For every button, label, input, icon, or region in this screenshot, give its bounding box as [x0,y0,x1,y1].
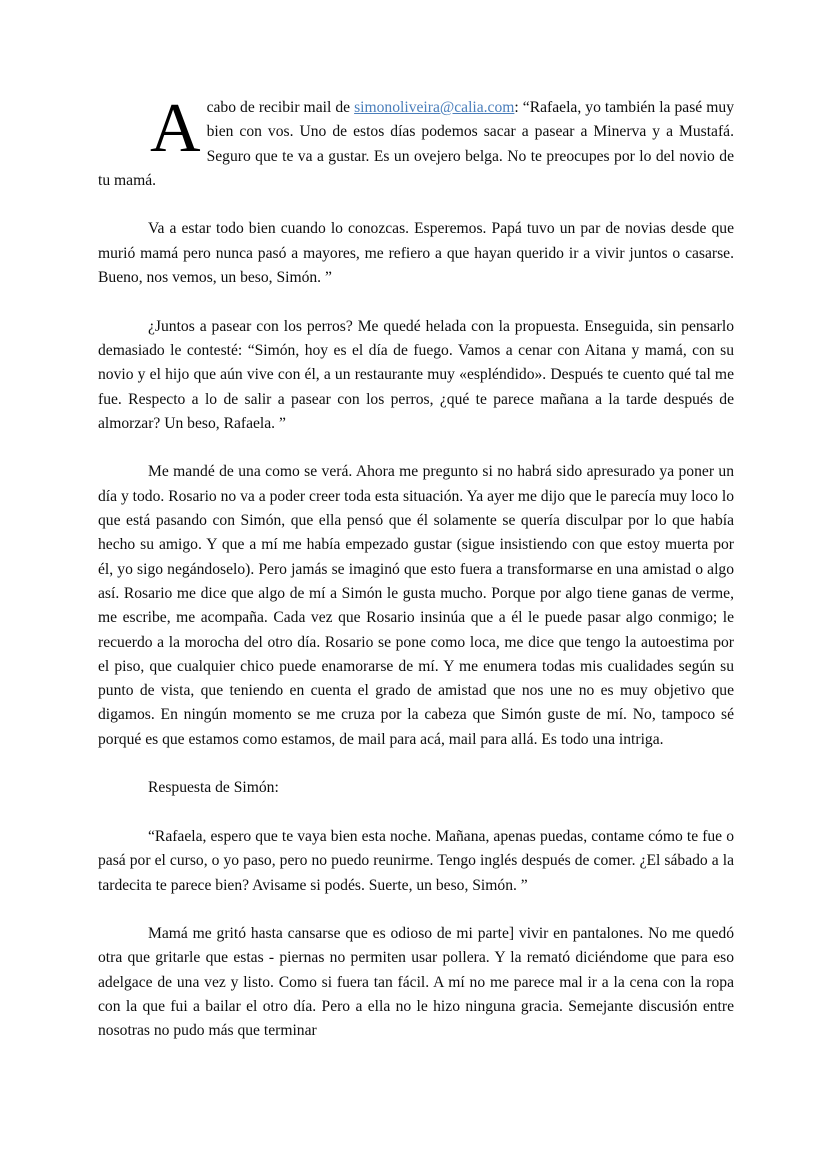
paragraph-4: Me mandé de una como se verá. Ahora me pregunto si no habrá sido apresurado ya poner un día y todo. Rosario no va a poder creer toda esta situación. Ya ayer me dijo que le parecía muy loco lo que está pasando con Simón, que ella pensó que él solamente se quería disculpar por lo que había hecho su amigo. Y que a mí me había empezado gustar (sigue insistiendo con que estoy muerta por él, yo sigo negándoselo). Pero jamás se imaginó que esto fuera a transformarse en una amistad o algo así. Rosario me dice que algo de mí a Simón le gusta mucho. Porque por algo tiene ganas de verme, me escribe, me acompaña. Cada vez que Rosario insinúa que a él le puede pasar algo conmigo; le recuerdo a la morocha del otro día. Rosario se pone como loca, me dice que tengo la autoestima por el piso, que cualquier chico puede enamorarse de mí. Y me enumera todas mis cualidades según su punto de vista, que teniendo en cuenta el grado de amistad que nos une no es muy objetivo que digamos. En ningún momento se me cruza por la cabeza que Simón guste de mí. No, tampoco sé porqué es que estamos como estamos, de mail para acá, mail para allá. Es todo una intriga. [98,463,734,748]
text-column [98,90,734,1044]
paragraph-opening-text-after-link: : “Rafaela, yo también la pasé muy bien con vos. Uno de estos días podemos sacar a pasear a Minerva y a Mustafá. Seguro que te va a gustar. Es un ovejero belga. No te preocupes por lo del novio de tu mamá. [98,99,734,189]
paragraph-3: ¿Juntos a pasear con los perros? Me quedé helada con la propuesta. Enseguida, sin pensarlo demasiado le contesté: “Simón, hoy es el día de fuego. Vamos a cenar con Aitana y mamá, con su novio y el hijo que aún vive con él, a un restaurante muy «espléndido». Después te cuento qué tal me fue. Respecto a lo de salir a pasear con los perros, ¿qué te parece mañana a la tarde después de almorzar? Un beso, Rafaela. ” [98,317,734,432]
paragraph-2: Va a estar todo bien cuando lo conozcas. Esperemos. Papá tuvo un par de novias desde que murió mamá pero nunca pasó a mayores, me refiero a que hayan querido ir a vivir juntos o casarse. Bueno, nos vemos, un beso, Simón. ” [98,220,734,287]
paragraph-6: “Rafaela, espero que te vaya bien esta noche. Mañana, apenas puedas, contame cómo te fue o pasá por el curso, o yo paso, pero no puedo reunirme. Tengo inglés después de comer. ¿El sábado a la tardecita te parece bien? Avisame si podés. Suerte, un beso, Simón. ” [98,827,734,894]
drop-cap-letter: A [150,90,201,167]
paragraph-opening-text-before-link: cabo de recibir mail de [206,99,355,116]
paragraph-opening [98,90,734,193]
paragraph-heading-respuesta: Respuesta de Simón: [148,779,279,797]
email-link[interactable]: simonoliveira@calia.com [354,99,515,116]
paragraph-7: Mamá me gritó hasta cansarse que es odioso de mi parte] vivir en pantalones. No me quedó otra que gritarle que estas - piernas no permiten usar pollera. Y la remató diciéndome que para eso adelgace de una vez y listo. Como si fuera tan fácil. A mí no me parece mal ir a la cena con la ropa con la que fui a bailar el otro día. Pero a ella no le hizo ninguna gracia. Semejante discusión entre nosotras no pudo más que terminar [98,925,734,1040]
